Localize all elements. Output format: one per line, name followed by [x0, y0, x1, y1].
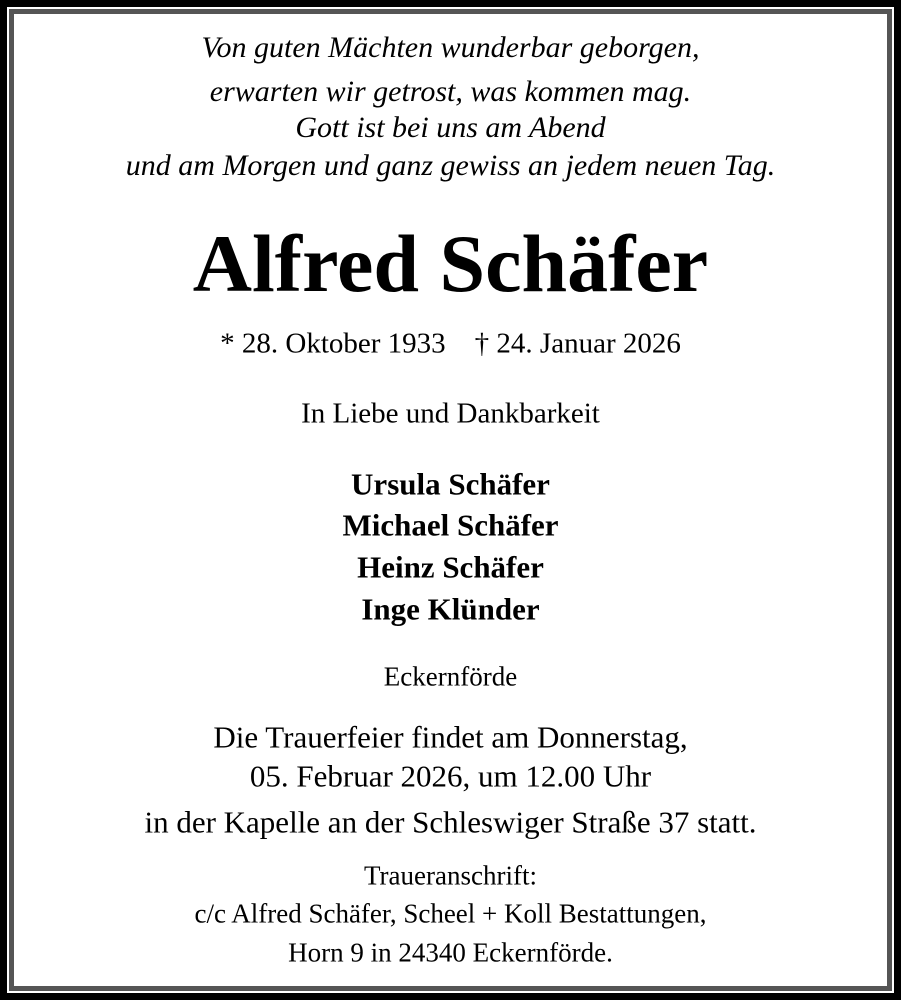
address-line: Horn 9 in 24340 Eckernförde. [288, 937, 613, 968]
funeral-line: in der Kapelle an der Schleswiger Straße 37 statt. [144, 804, 757, 840]
dedication: In Liebe und Dankbarkeit [301, 397, 600, 430]
poem-line: und am Morgen und ganz gewiss an jedem neuen Tag. [125, 149, 776, 182]
mourner-name: Ursula Schäfer [351, 466, 550, 502]
mourner-name: Michael Schäfer [342, 507, 559, 543]
mourner-name: Inge Klünder [361, 591, 540, 627]
address-line: Traueranschrift: [364, 860, 537, 891]
place: Eckernförde [383, 661, 518, 692]
address-line: c/c Alfred Schäfer, Scheel + Koll Bestattungen, [194, 898, 707, 929]
mourner-name: Heinz Schäfer [357, 549, 544, 585]
deceased-name: Alfred Schäfer [192, 218, 709, 309]
funeral-line: Die Trauerfeier findet am Donnerstag, [213, 719, 688, 755]
funeral-line: 05. Februar 2026, um 12.00 Uhr [249, 758, 652, 794]
poem-line: Von guten Mächten wunderbar geborgen, [201, 31, 700, 64]
life-dates: * 28. Oktober 1933 † 24. Januar 2026 [220, 327, 681, 360]
poem-line: erwarten wir getrost, was kommen mag. [209, 75, 692, 108]
poem-line: Gott ist bei uns am Abend [295, 111, 606, 144]
